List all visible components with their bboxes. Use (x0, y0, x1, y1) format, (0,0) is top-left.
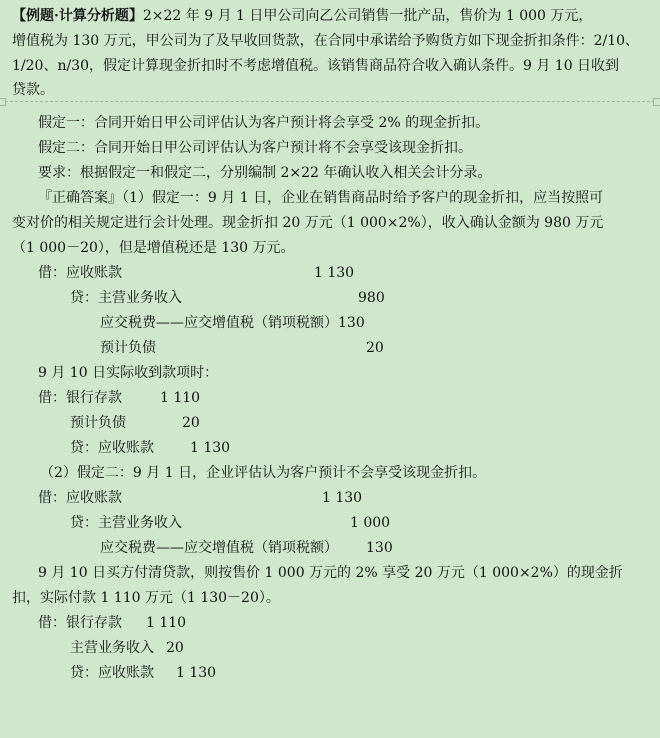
receipt-heading: 9 月 10 日实际收到款项时： (38, 365, 219, 381)
entry3-credit-account: 贷：主营业务收入 (70, 515, 182, 531)
entry2-credit-amount: 1 130 (190, 440, 231, 456)
question-line-4: 贷款。 (12, 82, 54, 98)
entry1-debit-amount: 1 130 (314, 265, 355, 281)
entry3-debit-amount: 1 130 (322, 490, 363, 506)
entry4-revenue-account: 主营业务收入 (70, 640, 154, 656)
question-line-1: 【例题·计算分析题】2×22 年 9 月 1 日甲公司向乙公司销售一批产品，售价为 1 000 万元， (12, 8, 593, 24)
answer-line-3: （1 000－20），但是增值税还是 130 万元。 (12, 240, 295, 256)
entry4-credit-amount: 1 130 (176, 665, 217, 681)
entry4-credit-account: 贷：应收账款 (70, 665, 154, 681)
question-line-3: 1/20、n/30，假定计算现金折扣时不考虑增值税。该销售商品符合收入确认条件。9 月 10 日收到 (12, 58, 620, 74)
entry2-liability-account: 预计负债 (70, 415, 126, 431)
section-divider (0, 101, 660, 102)
payment-line-2: 扣，实际付款 1 110 万元（1 130－20）。 (12, 590, 280, 606)
entry4-debit-amount: 1 110 (146, 615, 187, 631)
entry3-debit-account: 借：应收账款 (38, 490, 122, 506)
entry1-debit-account: 借：应收账款 (38, 265, 122, 281)
payment-line-1: 9 月 10 日买方付清贷款，则按售价 1 000 万元的 2% 享受 20 万元（1 000×2%）的现金折 (38, 565, 623, 581)
entry3-credit-amount: 1 000 (350, 515, 391, 531)
divider-right-marker (653, 98, 660, 106)
entry1-liability-account: 预计负债 (100, 340, 156, 356)
entry4-revenue-amount: 20 (166, 640, 184, 656)
answer-line-2: 变对价的相关规定进行会计处理。现金折扣 20 万元（1 000×2%），收入确认金额为 980 万元 (12, 215, 604, 231)
entry3-tax-account: 应交税费——应交增值税（销项税额） (100, 540, 338, 556)
entry4-debit-account: 借：银行存款 (38, 615, 122, 631)
case-2-heading: （2）假定二：9 月 1 日，企业评估认为客户预计不会享受该现金折扣。 (40, 465, 487, 481)
requirement: 要求：根据假定一和假定二，分别编制 2×22 年确认收入相关会计分录。 (38, 165, 492, 181)
entry1-credit-account: 贷：主营业务收入 (70, 290, 182, 306)
question-tag: 【例题·计算分析题】 (12, 8, 143, 24)
entry1-liability-amount: 20 (366, 340, 384, 356)
assumption-2: 假定二：合同开始日甲公司评估认为客户预计将不会享受该现金折扣。 (38, 140, 472, 156)
assumption-1: 假定一：合同开始日甲公司评估认为客户预计将会享受 2% 的现金折扣。 (38, 115, 490, 131)
entry2-debit-account: 借：银行存款 (38, 390, 122, 406)
entry1-credit-amount: 980 (358, 290, 385, 306)
entry2-liability-amount: 20 (182, 415, 200, 431)
divider-left-marker (0, 98, 6, 106)
entry2-credit-account: 贷：应收账款 (70, 440, 154, 456)
entry1-tax-line: 应交税费——应交增值税（销项税额）130 (100, 315, 365, 331)
entry3-tax-amount: 130 (366, 540, 393, 556)
question-line-2: 增值税为 130 万元，甲公司为了及早收回货款，在合同中承诺给予购货方如下现金折扣条件：2/10、 (12, 33, 640, 49)
entry2-debit-amount: 1 110 (160, 390, 201, 406)
answer-line-1: 『正确答案』（1）假定一：9 月 1 日，企业在销售商品时给予客户的现金折扣，应当按照可 (38, 190, 604, 206)
